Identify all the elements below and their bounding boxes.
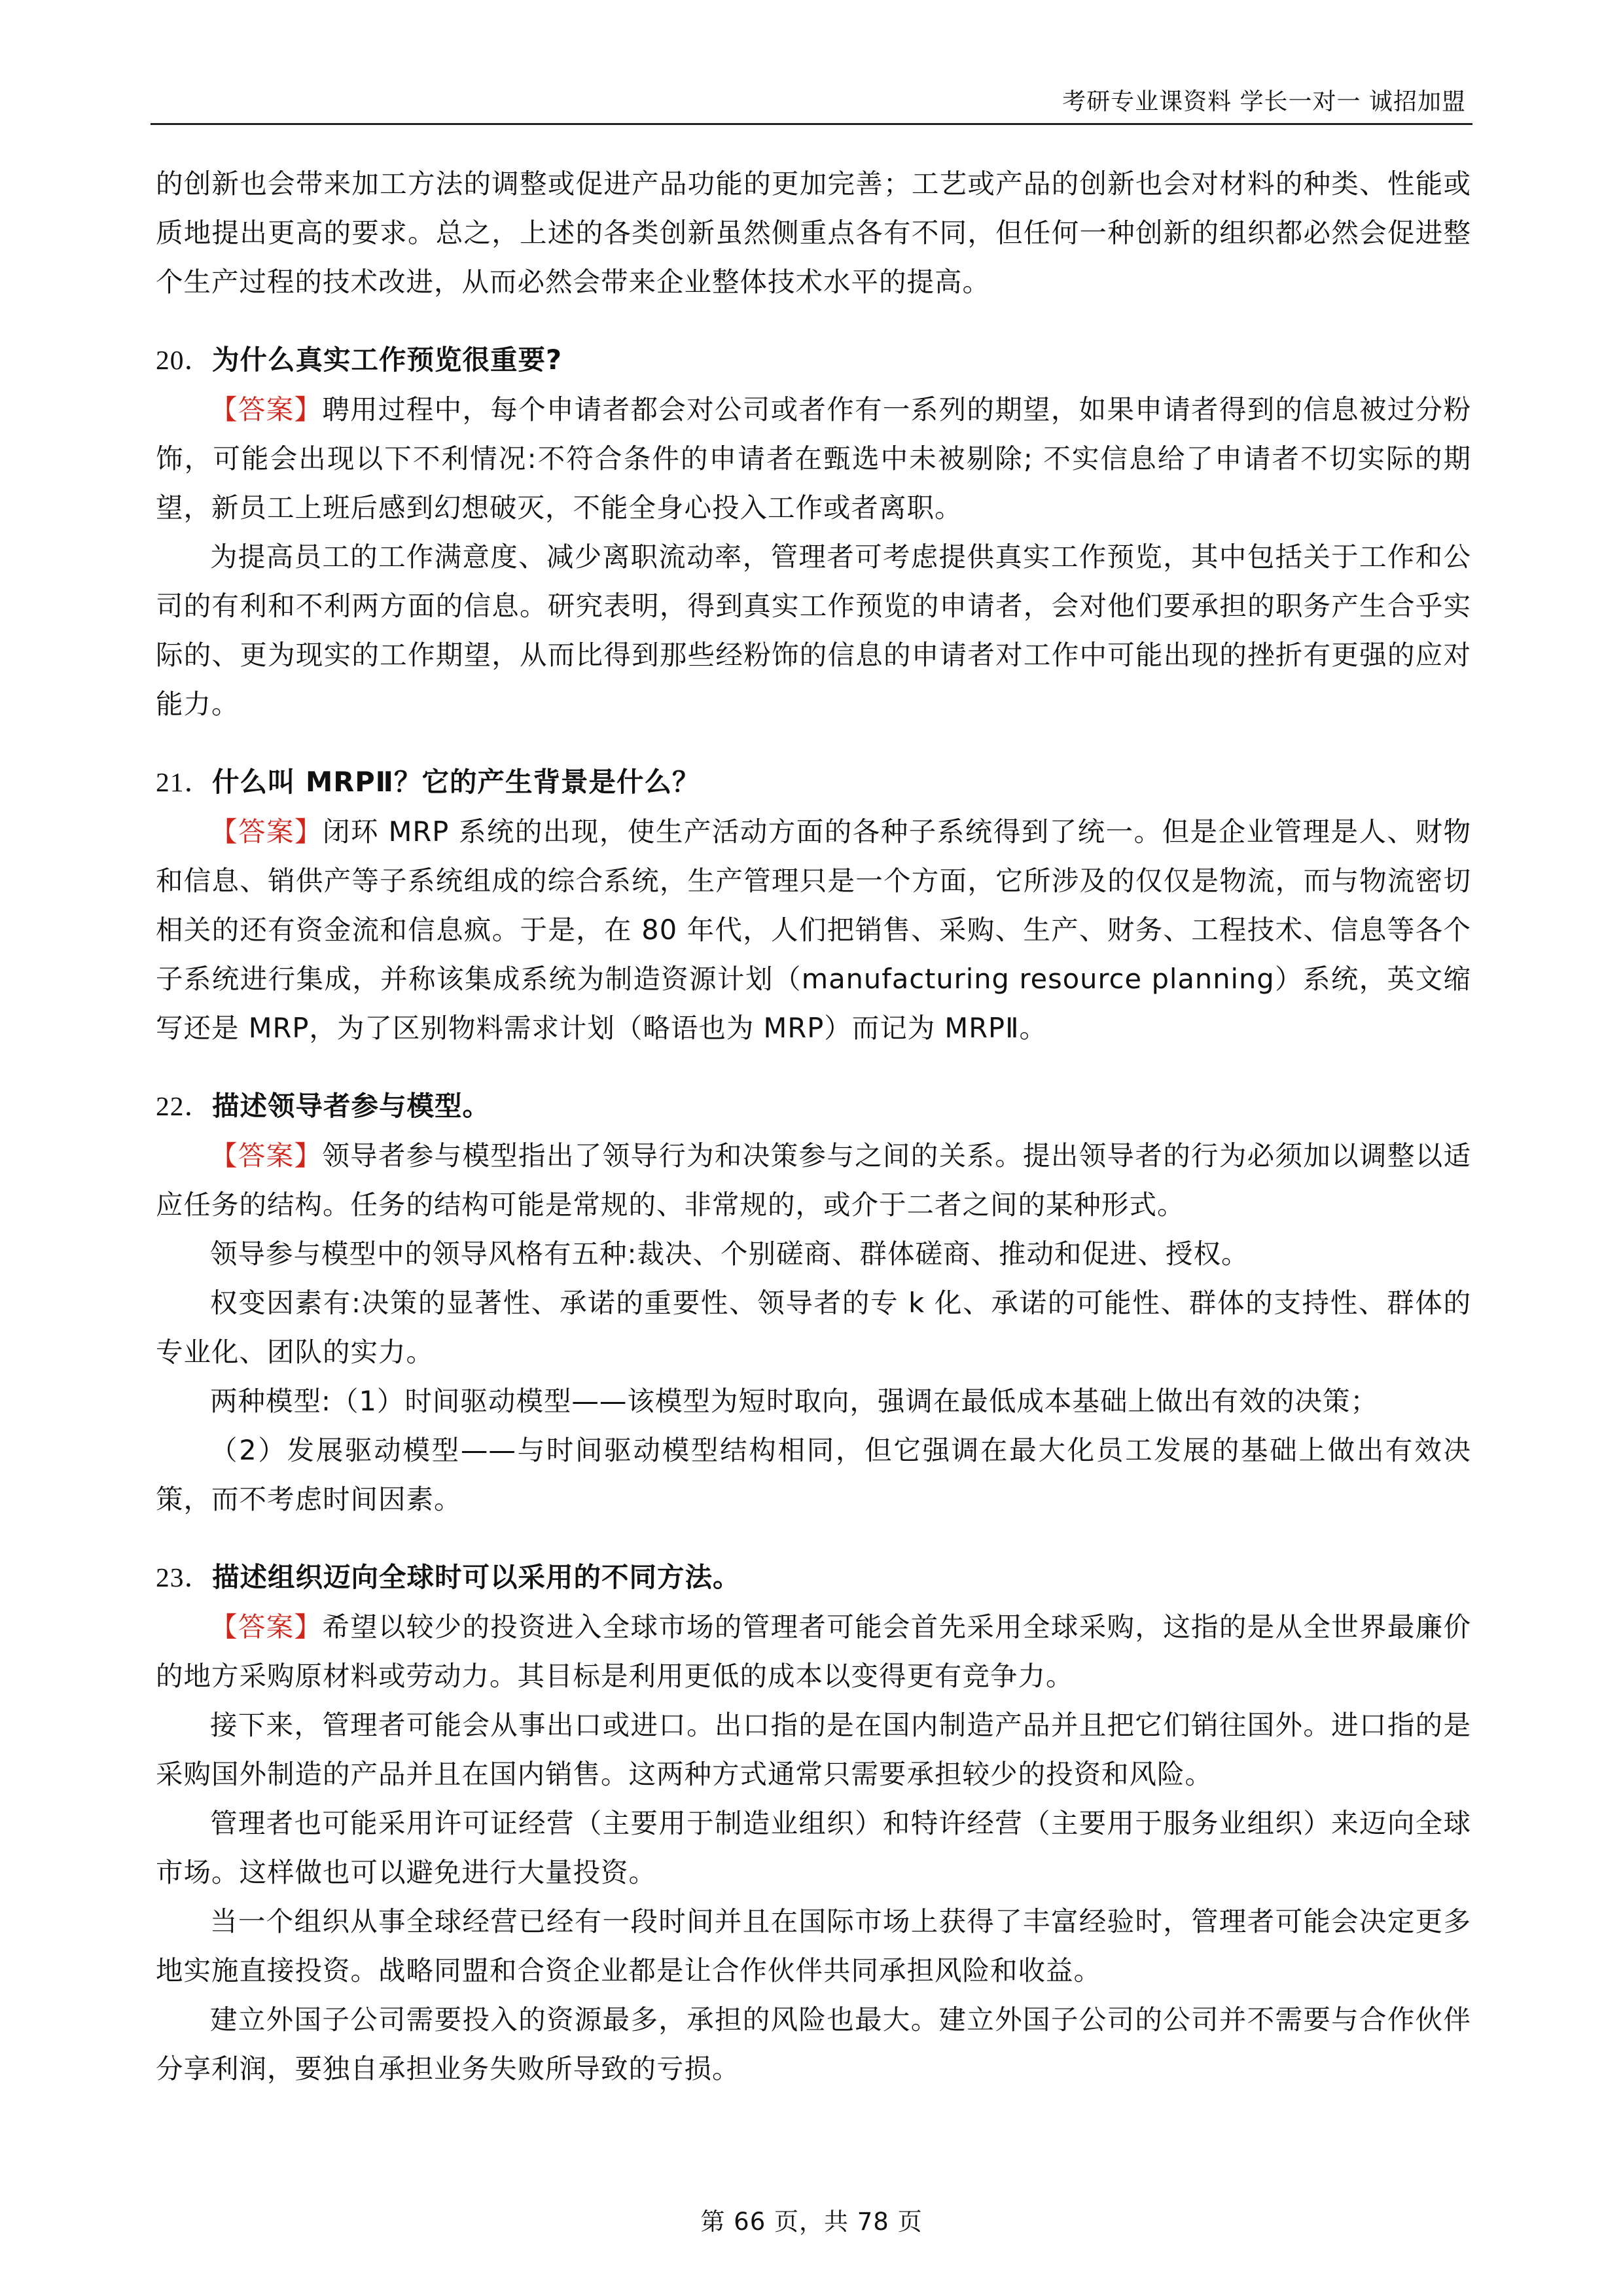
question-21 bbox=[156, 757, 1471, 1052]
answer-tag: 【答案】 bbox=[210, 1611, 323, 1643]
answer-paragraph bbox=[156, 1131, 1471, 1229]
answer-text: 领导者参与模型指出了领导行为和决策参与之间的关系。提出领导者的行为必须加以调整以适应任务的结构。任务的结构可能是常规的、非常规的，或介于二者之间的某种形式。 bbox=[156, 1139, 1471, 1221]
question-heading bbox=[156, 335, 1471, 385]
question-heading bbox=[156, 757, 1471, 807]
question-23 bbox=[156, 1552, 1471, 2093]
body-paragraph: 管理者也可能采用许可证经营（主要用于制造业组织）和特许经营（主要用于服务业组织）来迈向全球市场。这样做也可以避免进行大量投资。 bbox=[156, 1807, 1471, 1888]
question-title: 描述组织迈向全球时可以采用的不同方法。 bbox=[212, 1561, 741, 1593]
question-heading bbox=[156, 1552, 1471, 1602]
page-header bbox=[151, 84, 1472, 125]
answer-tag: 【答案】 bbox=[210, 393, 323, 425]
body-paragraph: 建立外国子公司需要投入的资源最多，承担的风险也最大。建立外国子公司的公司并不需要与合作伙伴分享利润，要独自承担业务失败所导致的亏损。 bbox=[156, 2003, 1471, 2085]
question-heading bbox=[156, 1081, 1471, 1131]
question-title: 为什么真实工作预览很重要? bbox=[212, 344, 563, 376]
intro-paragraph: 的创新也会带来加工方法的调整或促进产品功能的更加完善；工艺或产品的创新也会对材料的种类、性能或质地提出更高的要求。总之，上述的各类创新虽然侧重点各有不同，但任何一种创新的组织都必然会促进整个生产过程的技术改进，从而必然会带来企业整体技术水平的提高。 bbox=[156, 168, 1471, 298]
body-paragraph: 为提高员工的工作满意度、减少离职流动率，管理者可考虑提供真实工作预览，其中包括关于工作和公司的有利和不利两方面的信息。研究表明，得到真实工作预览的申请者，会对他们要承担的职务产生合乎实际的、更为现实的工作期望，从而比得到那些经粉饰的信息的申请者对工作中可能出现的挫折有更强的应对能力。 bbox=[156, 541, 1471, 720]
body-paragraph: 领导参与模型中的领导风格有五种:裁决、个别磋商、群体磋商、推动和促进、授权。 bbox=[210, 1238, 1249, 1270]
question-title: 描述领导者参与模型。 bbox=[212, 1090, 491, 1122]
answer-tag: 【答案】 bbox=[210, 1139, 323, 1172]
answer-paragraph bbox=[156, 807, 1471, 1052]
body-paragraph: 权变因素有:决策的显著性、承诺的重要性、领导者的专 k 化、承诺的可能性、群体的支持性、群体的专业化、团队的实力。 bbox=[156, 1287, 1471, 1368]
question-number: 21． bbox=[156, 767, 213, 797]
answer-text: 闭环 MRP 系统的出现，使生产活动方面的各种子系统得到了统一。但是企业管理是人、财物和信息、销供产等子系统组成的综合系统，生产管理只是一个方面，它所涉及的仅仅是物流，而与物流密切相关的还有资金流和信息疯。于是，在 80 年代，人们把销售、采购、生产、财务、工程技术、信息等各个子系统进行集成，并称该集成系统为制造资源计划（manufacturing resource planning）系统，英文缩写还是 MRP，为了区别物料需求计划（略语也为 MRP）而记为 MRPⅡ。 bbox=[156, 816, 1471, 1044]
answer-paragraph bbox=[156, 385, 1471, 532]
answer-paragraph bbox=[156, 1602, 1471, 1700]
question-title: 什么叫 MRPⅡ？它的产生背景是什么？ bbox=[212, 766, 700, 798]
page-footer bbox=[0, 2206, 1623, 2238]
body-paragraph: 两种模型:（1）时间驱动模型——该模型为短时取向，强调在最低成本基础上做出有效的决策； bbox=[210, 1385, 1378, 1417]
question-22 bbox=[156, 1081, 1471, 1524]
body-paragraph: （2）发展驱动模型——与时间驱动模型结构相同，但它强调在最大化员工发展的基础上做出有效决策，而不考虑时间因素。 bbox=[156, 1434, 1471, 1515]
body-paragraph: 当一个组织从事全球经营已经有一段时间并且在国际市场上获得了丰富经验时，管理者可能会决定更多地实施直接投资。战略同盟和合资企业都是让合作伙伴共同承担风险和收益。 bbox=[156, 1905, 1471, 1986]
page-number: 第 66 页，共 78 页 bbox=[700, 2208, 923, 2236]
question-20 bbox=[156, 335, 1471, 728]
question-number: 20． bbox=[156, 345, 213, 375]
header-text: 考研专业课资料 学长一对一 诚招加盟 bbox=[1062, 88, 1466, 115]
answer-text: 希望以较少的投资进入全球市场的管理者可能会首先采用全球采购，这指的是从全世界最廉价的地方采购原材料或劳动力。其目标是利用更低的成本以变得更有竞争力。 bbox=[156, 1611, 1471, 1692]
question-number: 23． bbox=[156, 1562, 213, 1592]
body-paragraph: 接下来，管理者可能会从事出口或进口。出口指的是在国内制造产品并且把它们销往国外。进口指的是采购国外制造的产品并且在国内销售。这两种方式通常只需要承担较少的投资和风险。 bbox=[156, 1709, 1471, 1790]
question-number: 22． bbox=[156, 1091, 213, 1121]
answer-text: 聘用过程中，每个申请者都会对公司或者作有一系列的期望，如果申请者得到的信息被过分粉饰，可能会出现以下不利情况:不符合条件的申请者在甄选中未被剔除; 不实信息给了申请者不切实际的期望，新员工上班后感到幻想破灭，不能全身心投入工作或者离职。 bbox=[156, 393, 1471, 524]
answer-tag: 【答案】 bbox=[210, 816, 323, 848]
document-body bbox=[156, 159, 1471, 2093]
